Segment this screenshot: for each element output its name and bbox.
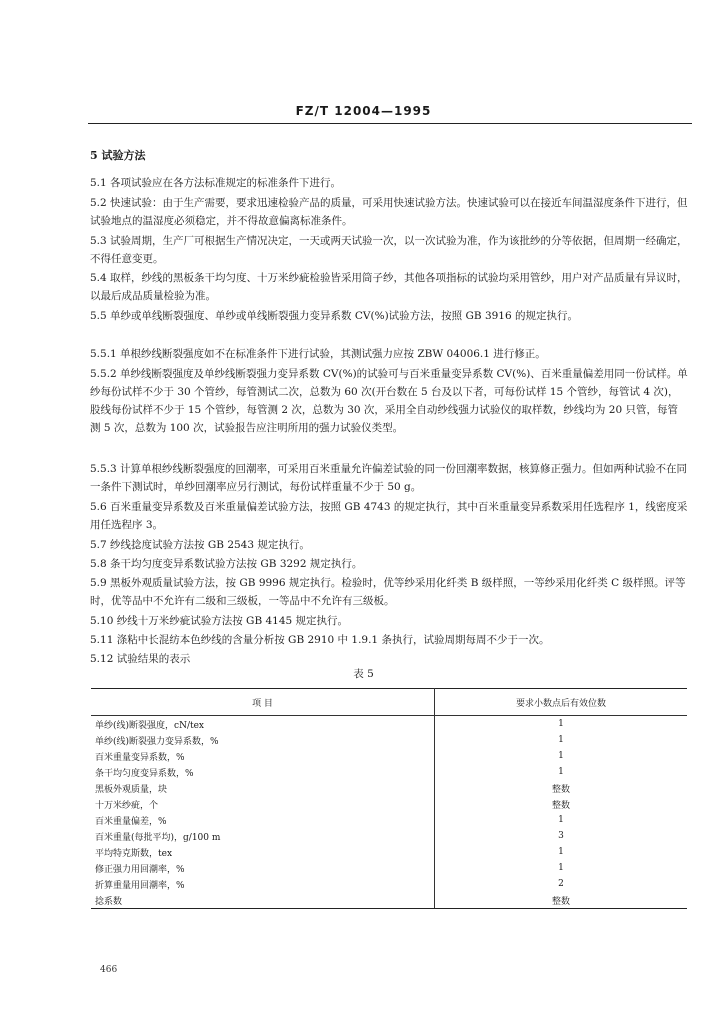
- row-decimals: 1: [558, 847, 564, 857]
- row-item: 黑板外观质量，块: [91, 780, 435, 796]
- row-item: 单纱(线)断裂强度，cN/tex: [91, 716, 435, 733]
- row-decimals: 1: [558, 719, 564, 729]
- table-row: [91, 812, 687, 828]
- row-item: 修正强力用回潮率，%: [91, 860, 435, 876]
- header-item: 项 目: [91, 689, 435, 716]
- row-decimals: 整数: [435, 892, 688, 909]
- row-decimals: 整数: [551, 800, 570, 811]
- table-row: [91, 748, 687, 764]
- row-item: 百米重量偏差，%: [91, 812, 435, 828]
- row-item: 单纱(线)断裂强力变异系数，%: [91, 732, 435, 748]
- table-row: [91, 828, 687, 844]
- row-decimals: 1: [558, 863, 564, 873]
- row-decimals: 1: [558, 767, 564, 777]
- document-header: FZ/T 12004—1995: [295, 104, 432, 118]
- row-item: 十万米纱疵，个: [91, 796, 435, 812]
- clause-5-12: 5.12 试验结果的表示: [90, 653, 191, 665]
- row-item: 百米重量(每批平均)，g/100 m: [91, 828, 435, 844]
- row-decimals: 1: [558, 815, 564, 825]
- section-title: 5 试验方法: [90, 149, 146, 162]
- row-decimals: 1: [558, 735, 564, 745]
- results-table: [91, 688, 687, 909]
- clause-5-4: 5.4 取样，纱线的黑板条干均匀度、十万米纱疵检验皆采用筒子纱，其他各项指标的试验均采用管纱，用户对产品质量有异议时，以最后成品质量检验为准。: [90, 272, 688, 302]
- clause-5-5-1: 5.5.1 单根纱线断裂强度如不在标准条件下进行试验，其测试强力应按 ZBW 04006.1 进行修正。: [90, 348, 546, 360]
- table-row: [91, 780, 687, 796]
- row-item: 百米重量变异系数，%: [91, 748, 435, 764]
- table-row: [91, 764, 687, 780]
- row-item: 平均特克斯数，tex: [91, 844, 435, 860]
- table-row: [91, 796, 687, 812]
- clause-5-5-3: 5.5.3 计算单根纱线断裂强度的回潮率，可采用百米重量允许偏差试验的同一份回潮率数据，核算修正强力。但如两种试验不在同一条件下测试时，单纱回潮率应另行测试，每份试样重量不少于 50 g。: [90, 463, 688, 493]
- page-number: 466: [100, 965, 118, 975]
- table-caption: 表 5: [353, 668, 374, 680]
- row-decimals: 2: [558, 879, 564, 889]
- clause-5-2: 5.2 快速试验：由于生产需要，要求迅速检验产品的质量，可采用快速试验方法。快速试验可以在接近车间温湿度条件下进行，但试验地点的温湿度必须稳定，并不得故意偏离标准条件。: [90, 197, 688, 227]
- clause-5-8: 5.8 条干均匀度变异系数试验方法按 GB 3292 规定执行。: [90, 558, 363, 570]
- header-rule: [88, 123, 692, 124]
- clause-5-1: 5.1 各项试验应在各方法标准规定的标准条件下进行。: [90, 177, 342, 189]
- clause-5-7: 5.7 纱线捻度试验方法按 GB 2543 规定执行。: [90, 539, 310, 551]
- clause-5-5-2: 5.5.2 单纱线断裂强度及单纱线断裂强力变异系数 CV(%)的试验可与百米重量变异系数 CV(%)、百米重量偏差用同一份试样。单纱每份试样不少于 30 个管纱，每管测试二次，总数为 60 次(开台数在 5 台及以下者，可每份试样 15 个管纱，每管试 4 次)，股线每份试样不少于 15 个管纱，每管测 2 次，总数为 30 次，采用全自动纱线强力试验仪的取样数，纱线均为 20 只管，每管测 5 次，总数为 100 次，试验报告应注明所用的强力试验仪类型。: [90, 368, 688, 434]
- row-decimals: 3: [558, 831, 564, 841]
- clause-5-6: 5.6 百米重量变异系数及百米重量偏差试验方法，按照 GB 4743 的规定执行，其中百米重量变异系数采用任选程序 1，线密度采用任选程序 3。: [90, 501, 688, 531]
- clause-5-10: 5.10 纱线十万米纱疵试验方法按 GB 4145 规定执行。: [90, 615, 349, 627]
- row-item: 条干均匀度变异系数，%: [91, 764, 435, 780]
- clause-5-11: 5.11 涤粘中长混纺本色纱线的含量分析按 GB 2910 中 1.9.1 条执行，试验周期每周不少于一次。: [90, 634, 550, 646]
- clause-5-3: 5.3 试验周期，生产厂可根据生产情况决定，一天或两天试验一次，以一次试验为准，作为该批纱的分等依据，但周期一经确定，不得任意变更。: [90, 235, 688, 265]
- table-header-row: [91, 689, 687, 716]
- table-row: [91, 892, 687, 909]
- clause-5-5: 5.5 单纱或单线断裂强度、单纱或单线断裂强力变异系数 CV(%)试验方法，按照 GB 3916 的规定执行。: [90, 310, 578, 322]
- row-decimals: 整数: [551, 784, 570, 795]
- row-decimals: 1: [558, 751, 564, 761]
- table-row: [91, 860, 687, 876]
- table-row: [91, 732, 687, 748]
- clause-5-9: 5.9 黑板外观质量试验方法，按 GB 9996 规定执行。检验时，优等纱采用化纤类 B 级样照，一等纱采用化纤类 C 级样照。评等时，优等品中不允许有二级和三级板，一等品中不允许有三级板。: [90, 577, 686, 607]
- row-item: 折算重量用回潮率，%: [91, 876, 435, 892]
- row-item: 捻系数: [91, 892, 435, 909]
- table-row: [91, 716, 687, 733]
- header-decimals: 要求小数点后有效位数: [435, 689, 688, 716]
- table-row: [91, 876, 687, 892]
- table-row: [91, 844, 687, 860]
